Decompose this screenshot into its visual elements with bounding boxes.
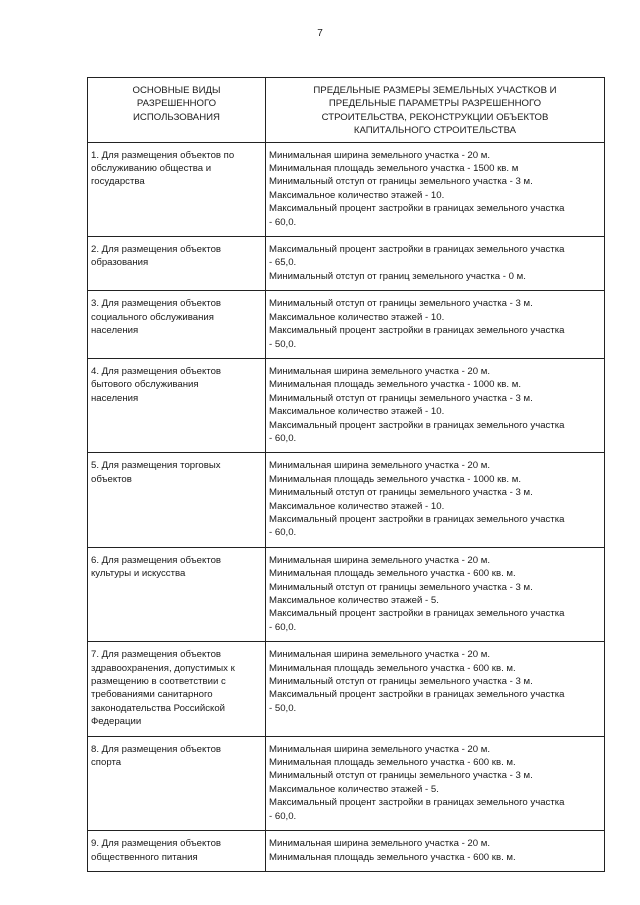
parameter-line: Максимальное количество этажей - 10. [269,311,445,323]
parameter-line: Минимальная ширина земельного участка - 20 м. [269,649,491,661]
parameter-line: Максимальный процент застройки в границах земельного участка [269,513,565,525]
use-type-line: законодательства Российской [91,702,226,714]
parameters-cell [266,237,605,291]
use-type-cell [88,831,266,872]
header-line: ОСНОВНЫЕ ВИДЫ [132,85,221,96]
parameter-line: Минимальная площадь земельного участка - 600 кв. м. [269,662,516,674]
use-type-line: образования [91,257,149,269]
table-row [88,237,605,291]
parameter-line: Минимальная площадь земельного участка - 1500 кв. м [269,163,519,175]
use-type-cell [88,736,266,830]
parameter-line: - 60,0. [269,216,297,228]
parameter-line: Минимальная площадь земельного участка - 1000 кв. м. [269,473,521,485]
use-type-line: обслуживанию общества и [91,163,212,175]
use-type-line: 2. Для размещения объектов [91,244,222,256]
table-row [88,831,605,872]
table-row [88,736,605,830]
parameter-line: Максимальный процент застройки в границах земельного участка [269,797,565,809]
parameter-line: Максимальный процент застройки в границах земельного участка [269,689,565,701]
parameter-line: - 60,0. [269,621,297,633]
header-limit-params [266,78,605,143]
parameter-line: - 60,0. [269,527,297,539]
use-type-line: 8. Для размещения объектов [91,743,222,755]
parameter-line: Максимальное количество этажей - 10. [269,189,445,201]
parameter-line: Максимальное количество этажей - 10. [269,500,445,512]
parameter-line: Минимальная ширина земельного участка - 20 м. [269,554,491,566]
parameter-line: Минимальная ширина земельного участка - 20 м. [269,460,491,472]
parameter-line: Минимальная ширина земельного участка - 20 м. [269,743,491,755]
page-number: 7 [317,28,323,39]
header-line: ПРЕДЕЛЬНЫЕ РАЗМЕРЫ ЗЕМЕЛЬНЫХ УЧАСТКОВ И [313,85,557,96]
parameters-cell [266,291,605,359]
parameter-line: Минимальный отступ от границ земельного участка - 0 м. [269,270,526,282]
header-line: ПРЕДЕЛЬНЫЕ ПАРАМЕТРЫ РАЗРЕШЕННОГО [328,98,542,110]
table-header-row [88,78,605,143]
parameter-line: - 60,0. [269,432,297,444]
parameter-line: Максимальное количество этажей - 5. [269,783,439,795]
table-row [88,547,605,641]
parameters-cell [266,142,605,236]
parameter-line: Минимальный отступ от границы земельного участка - 3 м. [269,487,533,499]
use-type-line: объектов [91,473,132,485]
parameter-line: Минимальный отступ от границы земельного участка - 3 м. [269,676,533,688]
use-type-line: социального обслуживания [91,311,214,323]
use-type-line: 6. Для размещения объектов [91,554,222,566]
parameter-line: Минимальный отступ от границы земельного участка - 3 м. [269,770,533,782]
parameter-line: - 65,0. [269,257,297,269]
table-row [88,453,605,547]
table-row [88,358,605,452]
header-line: РАЗРЕШЕННОГО [136,98,217,110]
use-type-line: здравоохранения, допустимых к [91,662,235,674]
parameter-line: Минимальная площадь земельного участка - 600 кв. м. [269,568,516,580]
parameters-cell [266,358,605,452]
use-type-line: общественного питания [91,851,198,863]
parameter-line: Максимальное количество этажей - 5. [269,595,439,606]
use-type-line: Федерации [91,716,142,728]
parameters-cell [266,831,605,872]
use-type-line: 3. Для размещения объектов [91,298,222,310]
table-row [88,291,605,359]
parameters-cell [266,453,605,547]
parameter-line: Минимальная ширина земельного участка - 20 м. [269,838,491,850]
parameters-cell [266,736,605,830]
parameter-line: Минимальная ширина земельного участка - 20 м. [269,149,491,161]
use-type-line: 9. Для размещения объектов [91,838,222,850]
parameter-line: Минимальная ширина земельного участка - 20 м. [269,365,491,377]
use-type-cell [88,547,266,641]
parameter-line: Минимальная площадь земельного участка - 600 кв. м. [269,851,516,863]
use-type-cell [88,291,266,359]
use-type-line: населения [91,392,139,404]
use-type-line: 1. Для размещения объектов по [91,149,235,161]
use-type-cell [88,358,266,452]
use-type-line: населения [91,325,139,337]
parameter-line: Минимальный отступ от границы земельного участка - 3 м. [269,298,533,310]
parameters-cell [266,547,605,641]
parameter-line: Минимальный отступ от границы земельного участка - 3 м. [269,581,533,593]
parameter-line: Максимальный процент застройки в границах земельного участка [269,244,565,256]
use-type-line: культуры и искусства [91,568,186,580]
use-type-line: спорта [91,757,122,769]
parameter-line: Минимальный отступ от границы земельного участка - 3 м. [269,392,533,404]
table-row [88,642,605,736]
parameter-line: Минимальная площадь земельного участка - 600 кв. м. [269,757,516,769]
use-type-cell [88,142,266,236]
header-use-types [88,78,266,143]
use-type-line: бытового обслуживания [91,379,199,391]
land-use-table [87,77,605,872]
use-type-cell [88,237,266,291]
use-type-line: 5. Для размещения торговых [91,460,221,472]
use-type-line: 4. Для размещения объектов [91,365,222,377]
use-type-line: 7. Для размещения объектов [91,649,222,661]
use-type-line: требованиями санитарного [91,689,213,701]
use-type-cell [88,453,266,547]
header-line: ИСПОЛЬЗОВАНИЯ [133,111,220,123]
parameter-line: - 60,0. [269,810,297,822]
parameter-line: Максимальный процент застройки в границах земельного участка [269,203,565,215]
use-type-line: размещению в соответствии с [91,676,226,688]
parameter-line: Минимальная площадь земельного участка - 1000 кв. м. [269,379,521,391]
table-body [88,142,605,871]
use-type-cell [88,642,266,736]
header-line: СТРОИТЕЛЬСТВА, РЕКОНСТРУКЦИИ ОБЪЕКТОВ [321,111,549,123]
parameters-cell [266,642,605,736]
parameter-line: Максимальный процент застройки в границах земельного участка [269,325,565,337]
use-type-line: государства [91,176,145,188]
table-row [88,142,605,236]
header-line: КАПИТАЛЬНОГО СТРОИТЕЛЬСТВА [353,125,517,137]
parameter-line: Максимальное количество этажей - 10. [269,406,445,418]
parameter-line: Минимальный отступ от границы земельного участка - 3 м. [269,176,533,188]
parameter-line: - 50,0. [269,702,297,714]
parameter-line: Максимальный процент застройки в границах земельного участка [269,419,565,431]
parameter-line: - 50,0. [269,338,297,350]
parameter-line: Максимальный процент застройки в границах земельного участка [269,608,565,620]
